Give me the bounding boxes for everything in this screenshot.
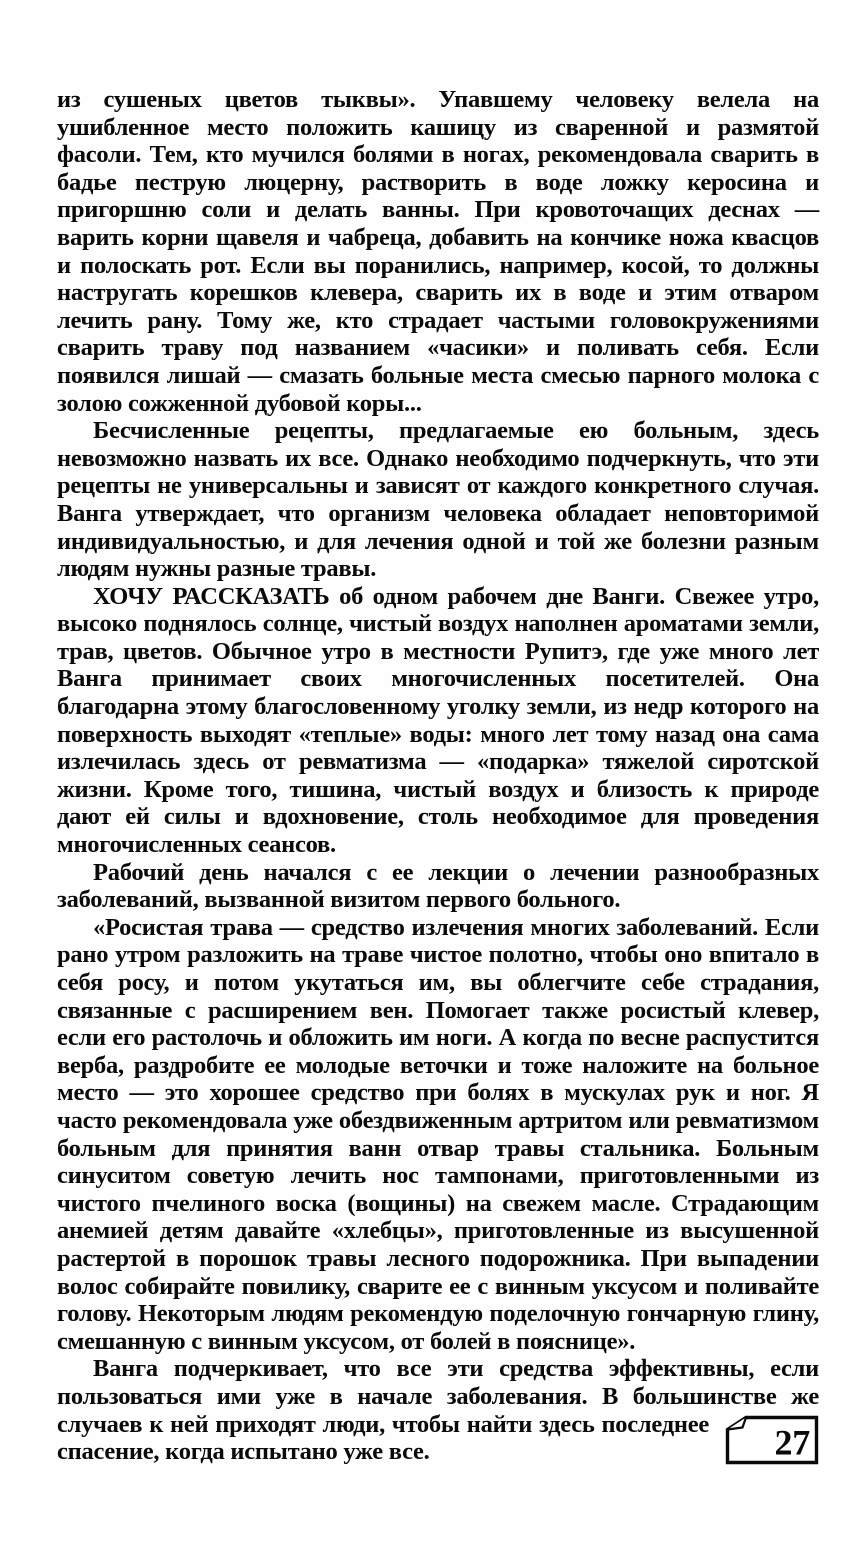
page-number-box [725,1415,819,1465]
paragraph-working-day: ХОЧУ РАССКАЗАТЬ об одном рабочем дне Ванги. Свежее утро, высоко поднялось солнце, чистый воздух наполнен ароматами земли, трав, цветов. Обычное утро в местности Рупитэ, где уже много лет Ванга принимает своих многочисленных посетителей. Она благодарна этому благословенному уголку земли, из недр которого на поверхность выходят «теплые» воды: много лет тому назад она сама излечилась здесь от ревматизма — «подарка» тяжелой сиротской жизни. Кроме того, тишина, чистый воздух и близость к природе дают ей силы и вдохновение, столь необходимое для проведения многочисленных сеансов. [57,582,819,859]
paragraph-lecture: Рабочий день начался с ее лекции о лечении разнообразных заболеваний, вызванной визитом первого больного. [57,858,819,914]
page-corner-fold-icon [725,1415,819,1465]
closing-text-after-pagebox: случаев к ней приходят люди, чтобы найти здесь последнее спасение, когда испытано уже все. [57,1410,709,1466]
paragraph-dewy-grass-quote: «Росистая трава — средство излечения многих заболеваний. Если рано утром разложить на траве чистое полотно, чтобы оно впитало в себя росу, и потом укутаться им, вы облегчите себе страдания, связанные с расширением вен. Помогает также росистый клевер, если его растолочь и обложить им ноги. А когда по весне распустится верба, раздробите ее молодые веточки и тоже наложите на больное место — это хорошее средство при болях в мускулах рук и ног. Я часто рекомендовала уже обездвиженным артритом или ревматизмом больным для принятия ванн отвар травы стальника. Больным синуситом советую лечить нос тампонами, приготовленными из чистого пчелиного воска (вощины) на свежем масле. Страдающим анемией детям давайте «хлебцы», приготовленные из высушенной растертой в порошок травы лесного подорожника. При выпадении волос собирайте повилику, сварите ее с винным уксусом и поливайте голову. Некоторым людям рекомендую поделочную гончарную глину, смешанную с винным уксусом, от болей в пояснице». [57,913,819,1355]
paragraph-countless-recipes: Бесчисленные рецепты, предлагаемые ею больным, здесь невозможно назвать их все. Однако необходимо подчеркнуть, что эти рецепты не универсальны и зависят от каждого конкретного случая. Ванга утверждает, что организм человека обладает неповторимой индивидуальностью, и для лечения одной и той же болезни разным людям нужны разные травы. [57,417,819,583]
paragraph-remedies-continuation: из сушеных цветов тыквы». Упавшему человеку велела на ушибленное место положить кашицу из сваренной и размятой фасоли. Тем, кто мучился болями в ногах, рекомендовала сварить в бадье пеструю люцерну, растворить в воде ложку керосина и пригоршню соли и делать ванны. При кровоточащих деснах — варить корни щавеля и чабреца, добавить на кончике ножа квасцов и полоскать рот. Если вы поранились, например, косой, то должны настругать корешков клевера, сварить их в воде и этим отваром лечить рану. Тому же, кто страдает частыми головокружениями сварить траву под названием «часики» и поливать себя. Если появился лишай — смазать больные места смесью парного молока с золою сожженной дубовой коры... [57,86,819,417]
closing-text-before-pagebox: Ванга подчеркивает, что все эти средства эффективны, если пользоваться ими уже в начале заболевания. В большинстве же [57,1355,819,1410]
page-number: 27 [774,1422,810,1462]
closing-paragraph [57,1355,819,1465]
page-text [57,86,819,1467]
